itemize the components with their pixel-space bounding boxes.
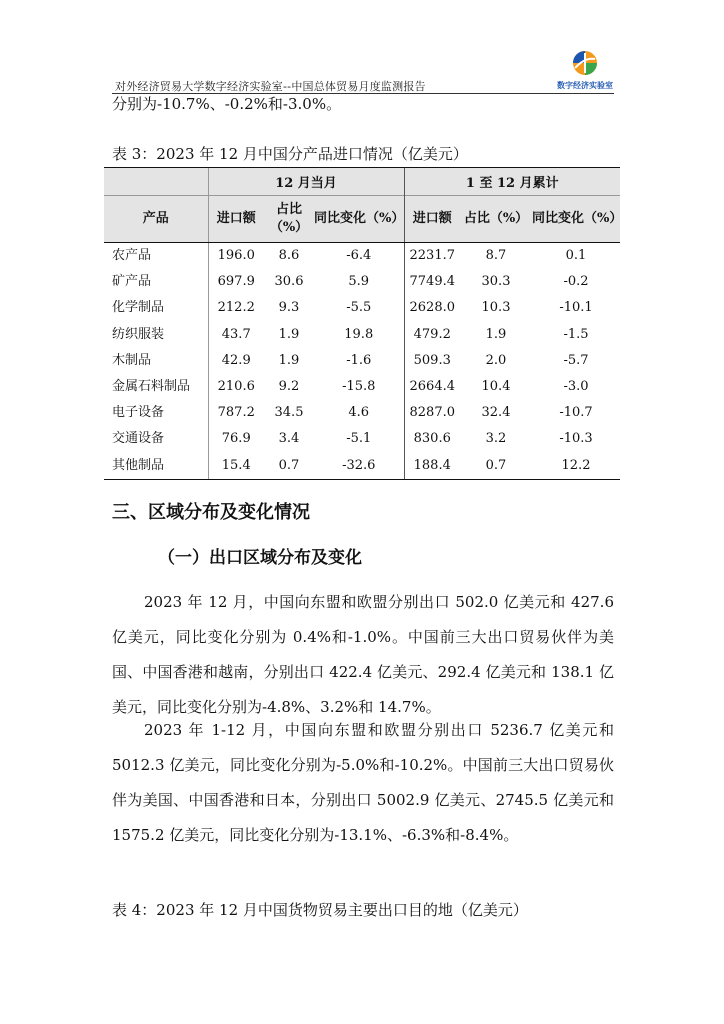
cell-value: -1.6 [346,352,372,368]
cell-value: 76.9 [208,426,264,452]
cell-value: 30.3 [481,274,511,290]
table-row [104,295,620,321]
table4-title: 表 4：2023 年 12 月中国货物贸易主要出口目的地（亿美元） [112,901,528,919]
table-corner-cell [104,168,208,196]
cell-value: -1.5 [563,326,589,342]
continued-paragraph: 分别为-10.7%、-0.2%和-3.0%。 [112,95,342,113]
table-row [104,400,620,426]
cell-value: 3.4 [278,431,300,447]
cell-product: 其他制品 [104,453,208,480]
cell-value: 787.2 [208,400,264,426]
section-heading-regional: 三、区域分布及变化情况 [112,502,310,523]
cell-value: -10.7 [559,405,593,421]
table-row [104,243,620,270]
cell-value: 5.9 [348,274,370,290]
cell-value: 42.9 [208,348,264,374]
report-header-title: 对外经济贸易大学数字经济实验室--中国总体贸易月度监测报告 [115,80,426,93]
table-row [104,322,620,348]
table-row [104,348,620,374]
table-row [104,374,620,400]
cell-value: 7749.4 [404,269,460,295]
cell-value: -32.6 [314,453,404,480]
table-row [104,426,620,452]
cell-value: 2628.0 [404,295,460,321]
cell-value: 509.3 [404,348,460,374]
group-header-cumulative: 1 至 12 月累计 [404,168,620,196]
cell-value: 12.2 [532,453,620,480]
col-header-yoy-cumulative: 同比变化（%） [532,196,620,243]
cell-value: 32.4 [481,405,511,421]
cell-value: 196.0 [208,243,264,270]
cell-value: 697.9 [208,269,264,295]
cell-product: 化学制品 [112,300,165,316]
cell-value: -6.4 [346,248,372,264]
cell-value: -10.3 [559,431,593,447]
cell-value: 9.3 [278,300,300,316]
cell-value: 210.6 [208,374,264,400]
lab-logo [556,48,614,92]
table3-title: 表 3：2023 年 12 月中国分产品进口情况（亿美元） [112,145,468,163]
col-header-import: 进口额 [208,196,264,243]
cell-product: 交通设备 [112,431,165,447]
cell-value: -15.8 [342,379,376,395]
cell-value: 479.2 [404,322,460,348]
cell-product: 农产品 [112,248,152,264]
cell-value: -10.1 [559,300,593,316]
subsection-heading-export-regions: （一）出口区域分布及变化 [158,548,362,568]
cell-value: 2664.4 [404,374,460,400]
cell-value: 43.7 [208,322,264,348]
cell-product: 纺织服装 [112,326,165,342]
cell-value: -5.1 [346,431,372,447]
cell-value: 34.5 [274,405,304,421]
logo-caption: 数字经济实验室 [557,81,613,90]
paragraph-full-year: 2023 年 1-12 月，中国向东盟和欧盟分别出口 5236.7 亿美元和 5012.3 亿美元，同比变化分别为-5.0%和-10.2%。中国前三大出口贸易伙伴为美国、中国香港和日本，分别出口 5002.9 亿美元、2745.5 亿美元和 1575.2 亿美元，同比变化分别为-13.1%、-6.3%和-8.4%。 [112,721,614,844]
cell-value: 15.4 [208,453,264,480]
cell-value: 2231.7 [404,243,460,270]
cell-value: 9.2 [278,379,300,395]
cell-value: 0.7 [264,453,314,480]
table-row [104,269,620,295]
cell-value: -0.2 [563,274,589,290]
cell-value: 3.2 [485,431,507,447]
cell-value: 4.6 [348,405,370,421]
cell-value: 212.2 [208,295,264,321]
cell-product: 金属石料制品 [112,379,191,395]
cell-value: 8287.0 [404,400,460,426]
table-row [104,453,620,480]
cell-value: 1.9 [278,326,300,342]
cell-value: -5.5 [346,300,372,316]
cell-value: -3.0 [563,379,589,395]
col-header-share-cumulative: 占比（%） [460,196,532,243]
cell-value: 10.4 [481,379,511,395]
cell-value: 0.7 [460,453,532,480]
col-header-product: 产品 [104,196,208,243]
cell-value: 30.6 [274,274,304,290]
col-header-yoy: 同比变化（%） [314,196,404,243]
cell-product: 木制品 [112,352,152,368]
paragraph-december: 2023 年 12 月，中国向东盟和欧盟分别出口 502.0 亿美元和 427.6 亿美元，同比变化分别为 0.4%和-1.0%。中国前三大出口贸易伙伴为美国、中国香港和越南，分别出口 422.4 亿美元、292.4 亿美元和 138.1 亿美元，同比变化分别为-4.8%、3.2%和 14.7%。 [112,593,614,716]
table3 [104,167,623,480]
cell-value: 8.6 [278,248,300,264]
group-header-month: 12 月当月 [208,168,404,196]
globe-logo-icon [556,48,614,80]
cell-value: -5.7 [563,352,589,368]
cell-product: 矿产品 [112,274,152,290]
cell-value: 188.4 [404,453,460,480]
cell-value: 830.6 [404,426,460,452]
col-header-import-cumulative: 进口额 [404,196,460,243]
col-header-share: 占比（%） [264,196,314,243]
cell-value: 10.3 [481,300,511,316]
cell-value: 0.1 [565,248,587,264]
cell-value: 1.9 [278,352,300,368]
cell-value: 19.8 [344,326,374,342]
cell-value: 2.0 [485,352,507,368]
cell-value: 8.7 [485,248,507,264]
cell-value: 1.9 [485,326,507,342]
cell-product: 电子设备 [112,405,165,421]
